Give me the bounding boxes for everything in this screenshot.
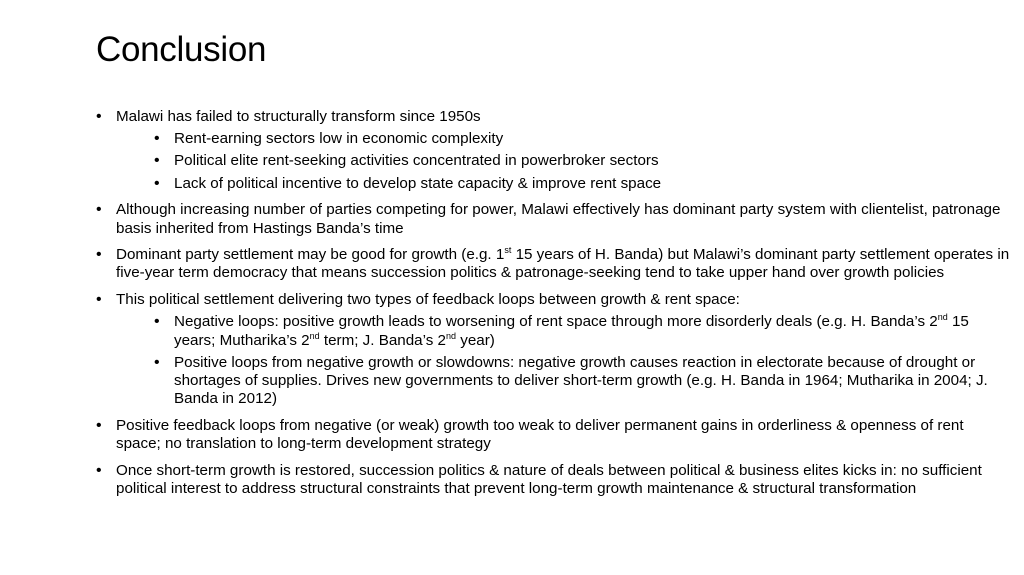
bullet-list (96, 108, 1011, 498)
bullet-text: Although increasing number of parties competing for power, Malawi effectively has dominant party system with clientelist, patronage basis inherited from Hastings Banda’s time (116, 201, 1001, 237)
sub-bullet-list (116, 313, 1011, 408)
bullet-text: 15 years; Mutharika’s 2 (174, 313, 969, 349)
bullet-text: This political settlement delivering two types of feedback loops between growth & rent space: (116, 291, 740, 309)
sub-bullet-item (116, 313, 1011, 349)
superscript: nd (937, 312, 948, 323)
bullet-text: 15 years of H. Banda) but Malawi’s dominant party settlement operates in five-year term democracy that means succession politics & patronage-seeking tend to take upper hand over growth policies (116, 246, 1010, 282)
bullet-item (96, 462, 1011, 498)
bullet-text: term; J. Banda’s 2 (319, 331, 446, 349)
sub-bullet-item: • Positive loops from negative growth or slowdowns: negative growth causes reaction in electorate because of drought or shortages of supplies. Drives new governments to deliver short-term growth (e.g. H. Banda in 1964; Mutharika in 2004; J. Banda in 2012) (116, 354, 1011, 409)
bullet-item (96, 417, 1011, 453)
sub-bullet-item: • Lack of political incentive to develop state capacity & improve rent space (116, 175, 1011, 193)
bullet-text: Once short-term growth is restored, succession politics & nature of deals between political & business elites kicks in: no sufficient political interest to address structural constraints that prevent long-term growth maintenance & structural transformation (116, 461, 982, 497)
bullet-text: Dominant party settlement may be good for growth (e.g. 1 (116, 246, 505, 264)
slide-body (96, 108, 1011, 507)
bullet-item (96, 108, 1011, 193)
sub-bullet-item: • Political elite rent-seeking activities concentrated in powerbroker sectors (116, 152, 1011, 170)
bullet-item (96, 291, 1011, 408)
bullet-text: Positive feedback loops from negative (or weak) growth too weak to deliver permanent gains in orderliness & openness of rent space; no translation to long-term development strategy (116, 416, 964, 453)
superscript: st (504, 245, 512, 256)
sub-bullet-item: • Rent-earning sectors low in economic complexity (116, 130, 1011, 148)
superscript: nd (309, 330, 320, 341)
slide-title: Conclusion (96, 30, 267, 69)
bullet-item (96, 246, 1011, 282)
sub-bullet-list (116, 130, 1011, 193)
bullet-text: Malawi has failed to structurally transform since 1950s (116, 108, 481, 125)
bullet-text: year) (456, 331, 495, 349)
bullet-text: Negative loops: positive growth leads to worsening of rent space through more disorderly deals (e.g. H. Banda’s 2 (174, 313, 938, 331)
bullet-item (96, 201, 1011, 237)
superscript: nd (445, 330, 456, 341)
